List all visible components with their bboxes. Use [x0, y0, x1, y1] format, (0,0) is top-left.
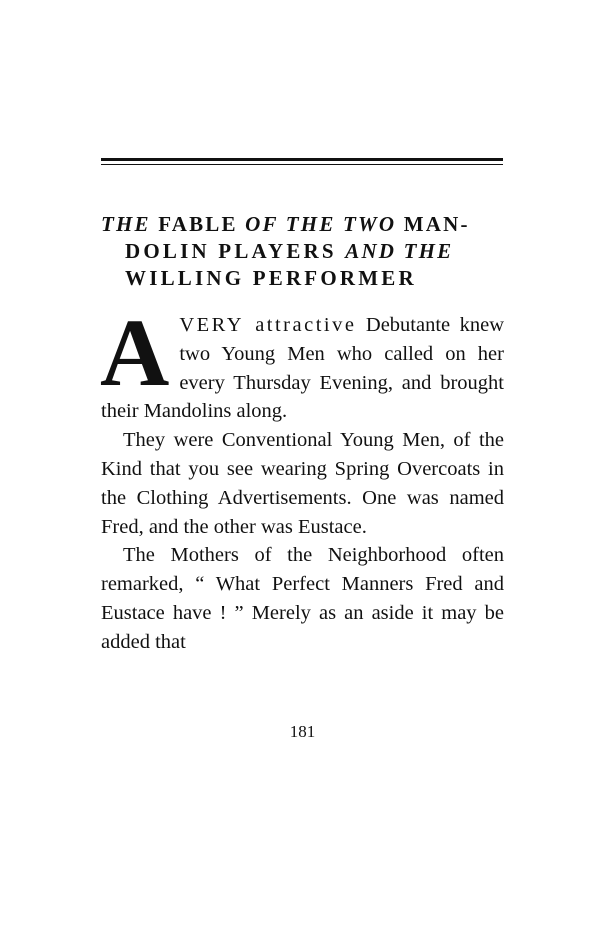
paragraph-3: The Mothers of the Neighborhood often remarked, “ What Perfect Manners Fred and Eustace have ! ” Merely as an aside it may be added that [101, 544, 504, 653]
drop-cap: A [100, 299, 170, 406]
header-rule-thick [101, 158, 503, 161]
page-number: 181 [289, 722, 316, 741]
paragraph-1-text: Debutante knew two Young Men who called on her every Thursday Evening, and brought their Mandolins along. [101, 314, 504, 423]
title-word-man: MAN- [396, 212, 470, 236]
title-line-2 [101, 238, 505, 265]
fable-body [100, 299, 504, 657]
title-line-1 [101, 211, 505, 238]
title-word-the: THE [101, 212, 151, 236]
title-words-and-the: AND THE [345, 239, 454, 263]
header-rule-thin [101, 164, 503, 165]
fable-title [101, 211, 505, 292]
title-word-fable: FABLE [150, 212, 246, 236]
paragraph-1 [100, 299, 504, 426]
title-words-dolin-players: DOLIN PLAYERS [125, 239, 346, 263]
title-words-of-the-two: OF THE TWO [245, 212, 397, 236]
paragraph-1-lead: VERY attractive [179, 314, 357, 336]
title-line-3: WILLING PERFORMER [125, 266, 417, 290]
paragraph-2: They were Conventional Young Men, of the Kind that you see wearing Spring Overcoats in the Clothing Advertisements. One was named Fred, and the other was Eustace. [101, 429, 504, 538]
